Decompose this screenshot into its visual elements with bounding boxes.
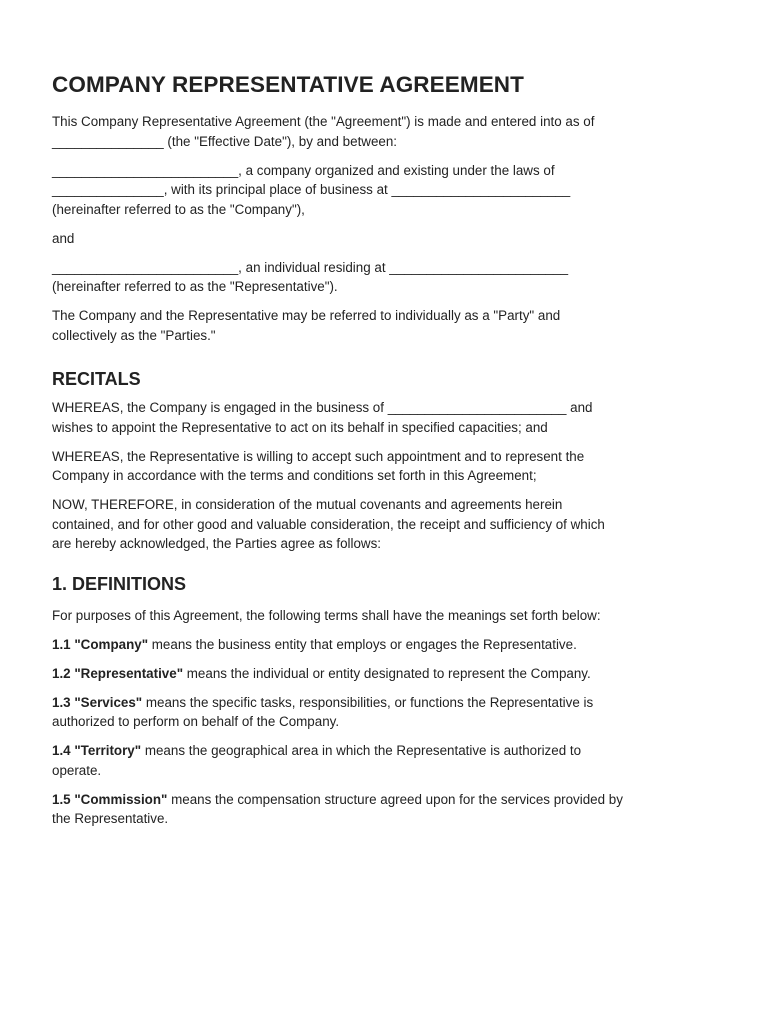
recital-paragraph: WHEREAS, the Representative is willing to accept such appointment and to represent the Company in accordance with the terms and conditions set forth in this Agreement;	[52, 448, 585, 483]
definition-term: 1.1 "Company"	[52, 636, 149, 652]
representative-party-paragraph: _________________________, an individual residing at ________________________ (hereinafter referred to as the "Representative").	[52, 259, 569, 294]
definition-item	[52, 693, 722, 732]
definition-term: 1.4 "Territory"	[52, 743, 142, 758]
definition-text: means the specific tasks, responsibilities, or functions the Representative is authorized to perform on behalf of the Company.	[52, 694, 594, 729]
definition-term: 1.3 "Services"	[52, 694, 143, 710]
definition-item	[52, 635, 722, 655]
definition-text: means the individual or entity designated to represent the Company.	[183, 665, 591, 681]
recital-paragraph: NOW, THEREFORE, in consideration of the mutual covenants and agreements herein contained, and for other good and valuable consideration, the receipt and sufficiency of which are hereby acknowledged, the Parties agree as follows:	[52, 497, 605, 551]
definition-term: 1.2 "Representative"	[52, 665, 184, 681]
definitions-intro: For purposes of this Agreement, the following terms shall have the meanings set forth below:	[52, 607, 601, 623]
and-paragraph: and	[52, 230, 75, 246]
recitals-heading: RECITALS	[52, 369, 141, 389]
parties-paragraph: The Company and the Representative may be referred to individually as a "Party" and collectively as the "Parties."	[52, 308, 561, 343]
definition-text: means the compensation structure agreed upon for the services provided by the Representative.	[52, 791, 623, 826]
document-title: COMPANY REPRESENTATIVE AGREEMENT	[52, 72, 524, 97]
company-party-paragraph: _________________________, a company organized and existing under the laws of _______________, with its principal place of business at ________________________ (hereinafter referred to as the "Company"),	[52, 162, 571, 217]
definitions-heading: 1. DEFINITIONS	[52, 573, 187, 594]
definition-term: 1.5 "Commission"	[52, 791, 168, 807]
definition-item	[52, 664, 722, 684]
definition-text: means the business entity that employs or engages the Representative.	[148, 636, 577, 652]
definition-text: means the geographical area in which the Representative is authorized to operate.	[52, 743, 582, 778]
definition-item	[52, 790, 722, 829]
definition-item	[52, 741, 722, 780]
intro-paragraph: This Company Representative Agreement (the "Agreement") is made and entered into as of _______________ (the "Effective Date"), by and between:	[52, 114, 595, 149]
recital-paragraph: WHEREAS, the Company is engaged in the business of ________________________ and wishes to appoint the Representative to act on its behalf in specified capacities; and	[52, 400, 593, 435]
document-page	[52, 70, 722, 838]
